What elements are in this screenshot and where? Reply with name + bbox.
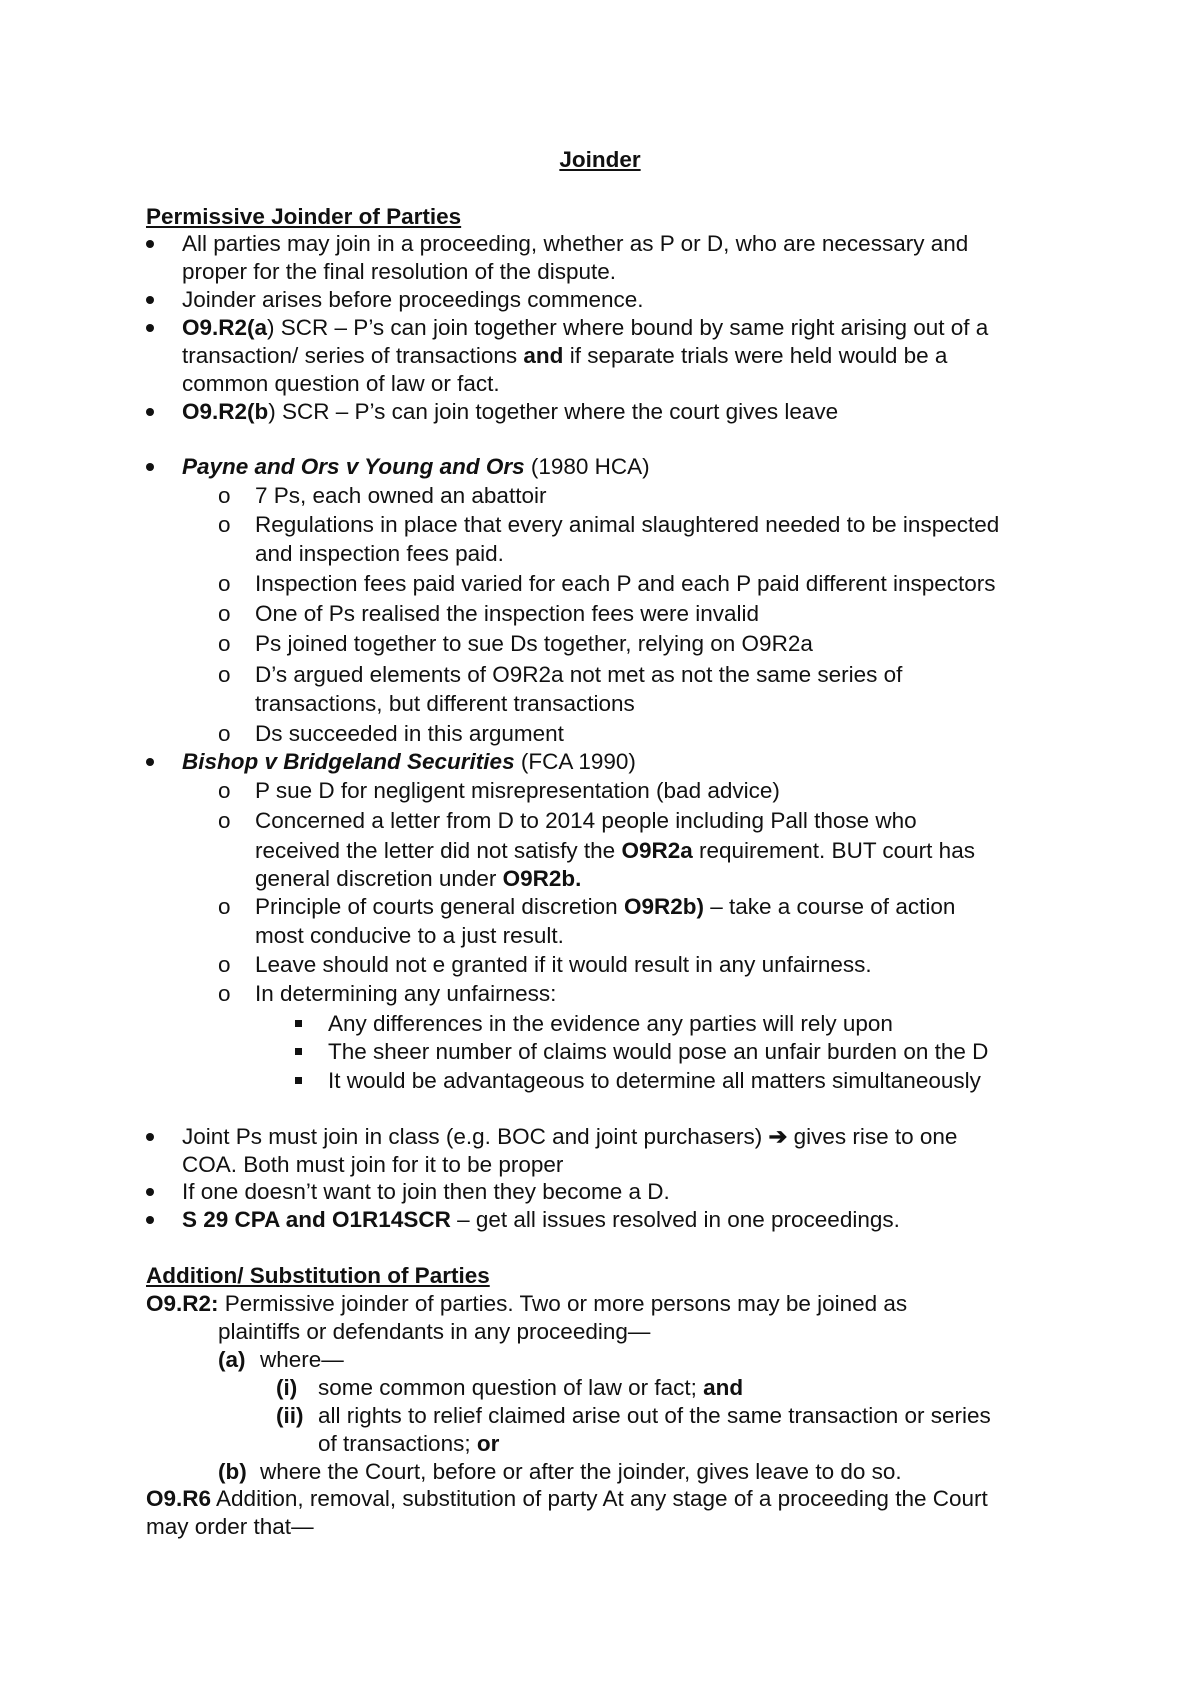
rule-paragraph: [146, 1485, 988, 1513]
list-item: Ds succeeded in this argument: [255, 721, 564, 746]
bullet-icon: [146, 324, 154, 332]
subclause-text: all rights to relief claimed arise out of the same transaction or series: [318, 1403, 991, 1428]
list-item-cont: transactions, but different transactions: [255, 691, 635, 716]
list-item: In determining any unfairness:: [255, 981, 557, 1006]
rule-ref: O9R2b.: [502, 866, 582, 891]
square-bullet-icon: [295, 1020, 302, 1027]
list-item: Joinder arises before proceedings commence.: [182, 287, 644, 312]
bullet-icon: [146, 296, 154, 304]
list-item: [182, 398, 838, 426]
clause-label: (a): [218, 1347, 246, 1372]
circle-bullet-icon: o: [218, 981, 231, 1006]
list-item: Inspection fees paid varied for each P and each P paid different inspectors: [255, 571, 996, 596]
subclause-text-cont: [318, 1430, 499, 1458]
list-item: [182, 1123, 957, 1151]
sub-list-item: The sheer number of claims would pose an unfair burden on the D: [328, 1039, 989, 1064]
circle-bullet-icon: o: [218, 483, 231, 508]
text: Addition, removal, substitution of party At any stage of a proceeding the Court: [211, 1486, 988, 1511]
list-item-cont: [255, 865, 581, 893]
rule-ref: O9.R2(a: [182, 315, 268, 340]
list-item: All parties may join in a proceeding, whether as P or D, who are necessary and: [182, 231, 969, 256]
circle-bullet-icon: o: [218, 571, 231, 596]
subclause-text: [318, 1374, 743, 1402]
text: of transactions;: [318, 1431, 477, 1456]
list-item: D’s argued elements of O9R2a not met as not the same series of: [255, 662, 903, 687]
page-title: Joinder: [559, 147, 641, 172]
circle-bullet-icon: o: [218, 952, 231, 977]
case-item: [182, 748, 636, 776]
bullet-icon: [146, 408, 154, 416]
square-bullet-icon: [295, 1048, 302, 1055]
emphasis: or: [476, 1431, 500, 1456]
text: Permissive joinder of parties. Two or more persons may be joined as: [218, 1291, 908, 1316]
subclause-label: (i): [276, 1375, 298, 1400]
bullet-icon: [146, 1216, 154, 1224]
bullet-icon: [146, 463, 154, 471]
rule-paragraph-cont: may order that—: [146, 1514, 314, 1539]
circle-bullet-icon: o: [218, 721, 231, 746]
list-item-cont: proper for the final resolution of the dispute.: [182, 259, 617, 284]
list-item: Regulations in place that every animal slaughtered needed to be inspected: [255, 512, 1000, 537]
case-cite: (1980 HCA): [524, 454, 650, 479]
case-name: Payne and Ors v Young and Ors: [182, 454, 525, 479]
case-name: Bishop v Bridgeland Securities: [182, 749, 515, 774]
rule-ref: O9.R2(b: [182, 399, 269, 424]
bullet-icon: [146, 1133, 154, 1141]
bullet-icon: [146, 758, 154, 766]
text: ) SCR – P’s can join together where bound by same right arising out of a: [267, 315, 989, 340]
rule-ref: S 29 CPA and O1R14SCR: [182, 1207, 451, 1232]
emphasis: and: [523, 343, 564, 368]
list-item-cont: most conducive to a just result.: [255, 923, 564, 948]
list-item: If one doesn’t want to join then they become a D.: [182, 1179, 670, 1204]
bullet-icon: [146, 240, 154, 248]
list-item-cont: common question of law or fact.: [182, 371, 500, 396]
text: ) SCR – P’s can join together where the court gives leave: [268, 399, 839, 424]
text: Principle of courts general discretion: [255, 894, 624, 919]
list-item-cont: [255, 837, 975, 865]
clause-text: where the Court, before or after the joinder, gives leave to do so.: [260, 1459, 902, 1484]
bullet-icon: [146, 1188, 154, 1196]
circle-bullet-icon: o: [218, 631, 231, 656]
sub-list-item: It would be advantageous to determine all matters simultaneously: [328, 1068, 981, 1093]
text: some common question of law or fact;: [318, 1375, 704, 1400]
rule-ref: O9R2a: [621, 838, 693, 863]
rule-paragraph-cont: plaintiffs or defendants in any proceeding—: [218, 1319, 651, 1344]
emphasis: and: [703, 1375, 744, 1400]
list-item: One of Ps realised the inspection fees were invalid: [255, 601, 760, 626]
list-item: [182, 1206, 900, 1234]
section-heading-permissive: Permissive Joinder of Parties: [146, 204, 462, 229]
text: – get all issues resolved in one proceedings.: [450, 1207, 900, 1232]
text: requirement. BUT court has: [692, 838, 975, 863]
circle-bullet-icon: o: [218, 894, 231, 919]
sub-list-item: Any differences in the evidence any parties will rely upon: [328, 1011, 893, 1036]
list-item: 7 Ps, each owned an abattoir: [255, 483, 547, 508]
text: general discretion under: [255, 866, 503, 891]
rule-ref: O9.R6: [146, 1486, 212, 1511]
clause-text: where—: [260, 1347, 344, 1372]
list-item: [255, 893, 955, 921]
circle-bullet-icon: o: [218, 662, 231, 687]
circle-bullet-icon: o: [218, 601, 231, 626]
list-item-cont: [182, 342, 947, 370]
circle-bullet-icon: o: [218, 778, 231, 803]
text: transaction/ series of transactions: [182, 343, 524, 368]
rule-ref: O9.R2:: [146, 1291, 219, 1316]
circle-bullet-icon: o: [218, 808, 231, 833]
list-item-cont: and inspection fees paid.: [255, 541, 504, 566]
text: received the letter did not satisfy the: [255, 838, 622, 863]
list-item-cont: COA. Both must join for it to be proper: [182, 1152, 564, 1177]
rule-ref: O9R2b): [623, 894, 704, 919]
list-item: [182, 314, 988, 342]
rule-paragraph: [146, 1290, 907, 1318]
text: if separate trials were held would be a: [563, 343, 948, 368]
text: gives rise to one: [787, 1124, 958, 1149]
case-cite: (FCA 1990): [514, 749, 636, 774]
text: – take a course of action: [703, 894, 956, 919]
circle-bullet-icon: o: [218, 512, 231, 537]
clause-label: (b): [218, 1459, 247, 1484]
list-item: Concerned a letter from D to 2014 people including Pall those who: [255, 808, 917, 833]
list-item: P sue D for negligent misrepresentation (bad advice): [255, 778, 780, 803]
case-item: [182, 453, 650, 481]
text: Joint Ps must join in class (e.g. BOC and joint purchasers): [182, 1124, 769, 1149]
list-item: Ps joined together to sue Ds together, relying on O9R2a: [255, 631, 813, 656]
subclause-label: (ii): [276, 1403, 304, 1428]
list-item: Leave should not e granted if it would result in any unfairness.: [255, 952, 872, 977]
arrow-right-icon: ➔: [768, 1124, 788, 1149]
square-bullet-icon: [295, 1077, 302, 1084]
section-heading-addition: Addition/ Substitution of Parties: [146, 1263, 490, 1288]
